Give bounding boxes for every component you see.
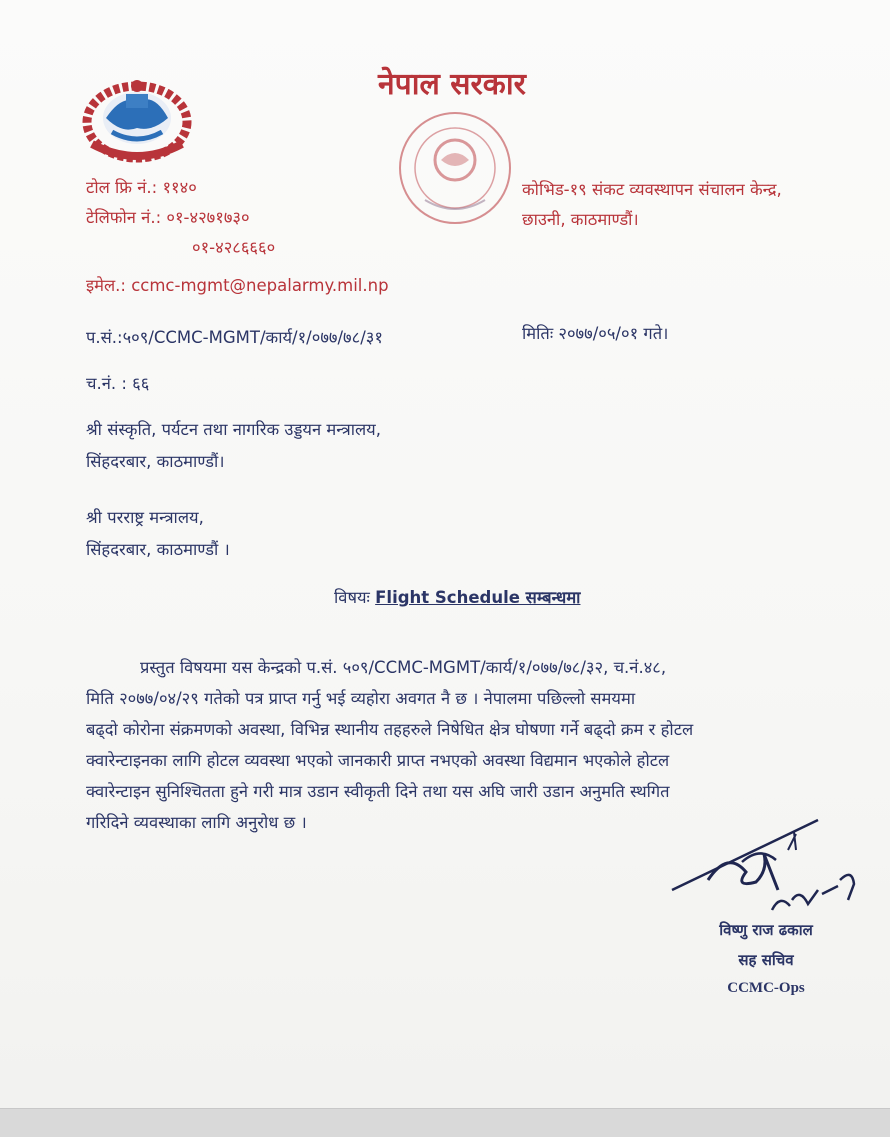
recipient-1-line-2: सिंहदरबार, काठमाण्डौं। bbox=[86, 452, 225, 471]
dispatch-number: च.नं. : ६६ bbox=[86, 374, 150, 393]
body-line: मिति २०७७/०४/२९ गतेको पत्र प्राप्त गर्नु भई व्यहोरा अवगत नै छ । नेपालमा पछिल्लो समयमा bbox=[86, 689, 636, 708]
office-address: छाउनी, काठमाण्डौं। bbox=[522, 210, 639, 229]
letter-reference-number: प.सं.:५०९/CCMC-MGMT/कार्य/१/०७७/७८/३१ bbox=[86, 328, 383, 347]
signatory-designation: सह सचिव bbox=[738, 951, 794, 969]
telephone-number-2: ०१-४२८६६६० bbox=[192, 238, 276, 257]
nepal-emblem-icon bbox=[82, 72, 192, 164]
body-line: क्वारेन्टाइनका लागि होटल व्यवस्था भएको जानकारी प्राप्त नभएको अवस्था विद्यमान भएकोले होटल bbox=[86, 751, 670, 770]
signatory-name: विष्णु राज ढकाल bbox=[719, 921, 813, 939]
telephone-number: टेलिफोन नं.: ०१-४२७१७३० bbox=[86, 208, 250, 227]
email-address: इमेल.: ccmc-mgmt@nepalarmy.mil.np bbox=[86, 276, 389, 295]
toll-free-number: टोल फ्रि नं.: ११४० bbox=[86, 178, 197, 197]
page-title: नेपाल सरकार bbox=[378, 67, 526, 102]
office-seal-stamp bbox=[395, 108, 515, 228]
office-name: कोभिड-१९ संकट व्यवस्थापन संचालन केन्द्र, bbox=[522, 180, 782, 199]
body-line: गरिदिने व्यवस्थाका लागि अनुरोध छ । bbox=[86, 813, 307, 832]
bottom-scroll-strip bbox=[0, 1108, 890, 1137]
recipient-2-line-1: श्री परराष्ट्र मन्त्रालय, bbox=[86, 508, 204, 527]
handwritten-signature bbox=[668, 810, 878, 930]
body-line: बढ्दो कोरोना संक्रमणको अवस्था, विभिन्न स्थानीय तहहरुले निषेधित क्षेत्र घोषणा गर्ने बढ्दो क्रम र होटल bbox=[86, 720, 694, 739]
subject-label: विषयः bbox=[334, 588, 370, 607]
recipient-1-line-1: श्री संस्कृति, पर्यटन तथा नागरिक उड्डयन मन्त्रालय, bbox=[86, 420, 381, 439]
body-line: प्रस्तुत विषयमा यस केन्द्रको प.सं. ५०९/CCMC-MGMT/कार्य/१/०७७/७८/३२, च.नं.४८, bbox=[140, 658, 667, 677]
recipient-2-line-2: सिंहदरबार, काठमाण्डौं । bbox=[86, 540, 230, 559]
subject-line bbox=[334, 582, 580, 613]
signatory-unit: CCMC-Ops bbox=[727, 980, 805, 996]
body-line: क्वारेन्टाइन सुनिश्चितता हुने गरी मात्र उडान स्वीकृती दिने तथा यस अघि जारी उडान अनुमति स्थगित bbox=[86, 782, 670, 801]
subject-value: Flight Schedule सम्बन्धमा bbox=[375, 588, 581, 607]
letter-date: मितिः २०७७/०५/०१ गते। bbox=[522, 324, 669, 343]
